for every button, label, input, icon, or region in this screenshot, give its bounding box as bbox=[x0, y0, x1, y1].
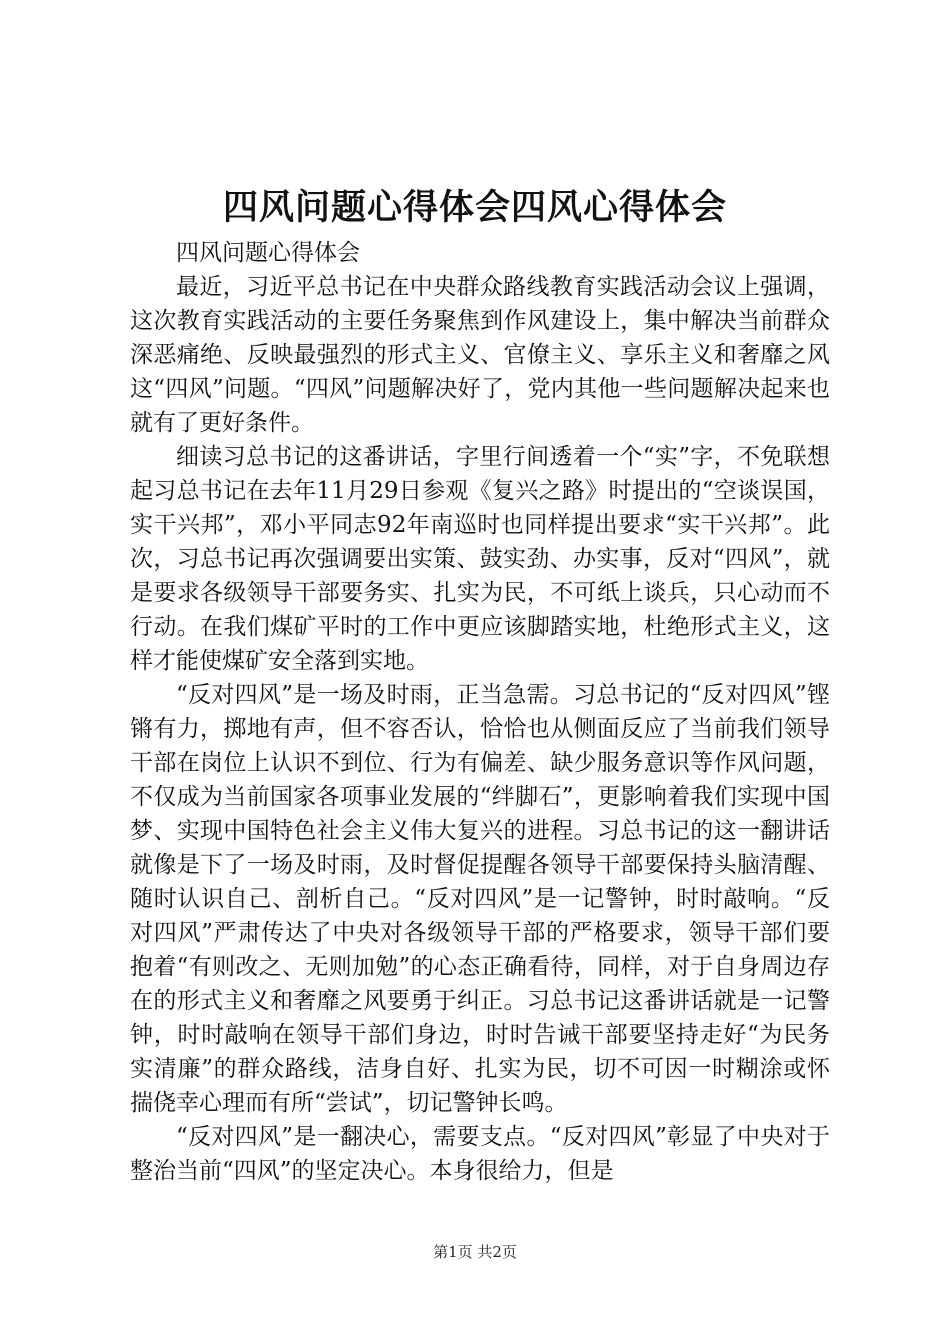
paragraph-2: 细读习总书记的这番讲话，字里行间透着一个“实”字，不免联想起习总书记在去年11月29日参观《复兴之路》时提出的“空谈误国，实干兴邦”，邓小平同志92年南巡时也同样提出要求“实干兴邦”。此次，习总书记再次强调要出实策、鼓实劲、办实事，反对“四风”，就是要求各级领导干部要务实、扎实为民，不可纸上谈兵，只心动而不行动。在我们煤矿平时的工作中更应该脚踏实地，杜绝形式主义，这样才能使煤矿安全落到实地。 bbox=[130, 444, 830, 674]
document-title: 四风问题心得体会四风心得体会 bbox=[222, 187, 727, 228]
paragraph-3: “反对四风”是一场及时雨，正当急需。习总书记的“反对四风”铿锵有力，掷地有声，但不容否认，恰恰也从侧面反应了当前我们领导干部在岗位上认识不到位、行为有偏差、缺少服务意识等作风问题，不仅成为当前国家各项事业发展的“绊脚石”，更影响着我们实现中国梦、实现中国特色社会主义伟大复兴的进程。习总书记的这一翻讲话就像是下了一场及时雨，及时督促提醒各领导干部要保持头脑清醒、随时认识自己、剖析自己。“反对四风”是一记警钟，时时敲响。“反对四风”严肃传达了中央对各级领导干部的严格要求，领导干部们要抱着“有则改之、无则加勉”的心态正确看待，同样，对于自身周边存在的形式主义和奢靡之风要勇于纠正。习总书记这番讲话就是一记警钟，时时敲响在领导干部们身边，时时告诫干部要坚持走好“为民务实清廉”的群众路线，洁身自好、扎实为民，切不可因一时糊涂或怀揣侥幸心理而有所“尝试”，切记警钟长鸣。 bbox=[130, 682, 830, 1116]
paragraph-1: 最近，习近平总书记在中央群众路线教育实践活动会议上强调，这次教育实践活动的主要任务聚焦到作风建设上，集中解决当前群众深恶痛绝、反映最强烈的形式主义、官僚主义、享乐主义和奢靡之风这“四风”问题。“四风”问题解决好了，党内其他一些问题解决起来也就有了更好条件。 bbox=[130, 274, 830, 436]
document-subtitle: 四风问题心得体会 bbox=[176, 240, 360, 266]
paragraph-4: “反对四风”是一翻决心，需要支点。“反对四风”彰显了中央对于整治当前“四风”的坚定决心。本身很给力，但是 bbox=[130, 1124, 830, 1184]
document-body bbox=[130, 236, 830, 1188]
page-footer: 第1页 共2页 bbox=[433, 1243, 517, 1261]
